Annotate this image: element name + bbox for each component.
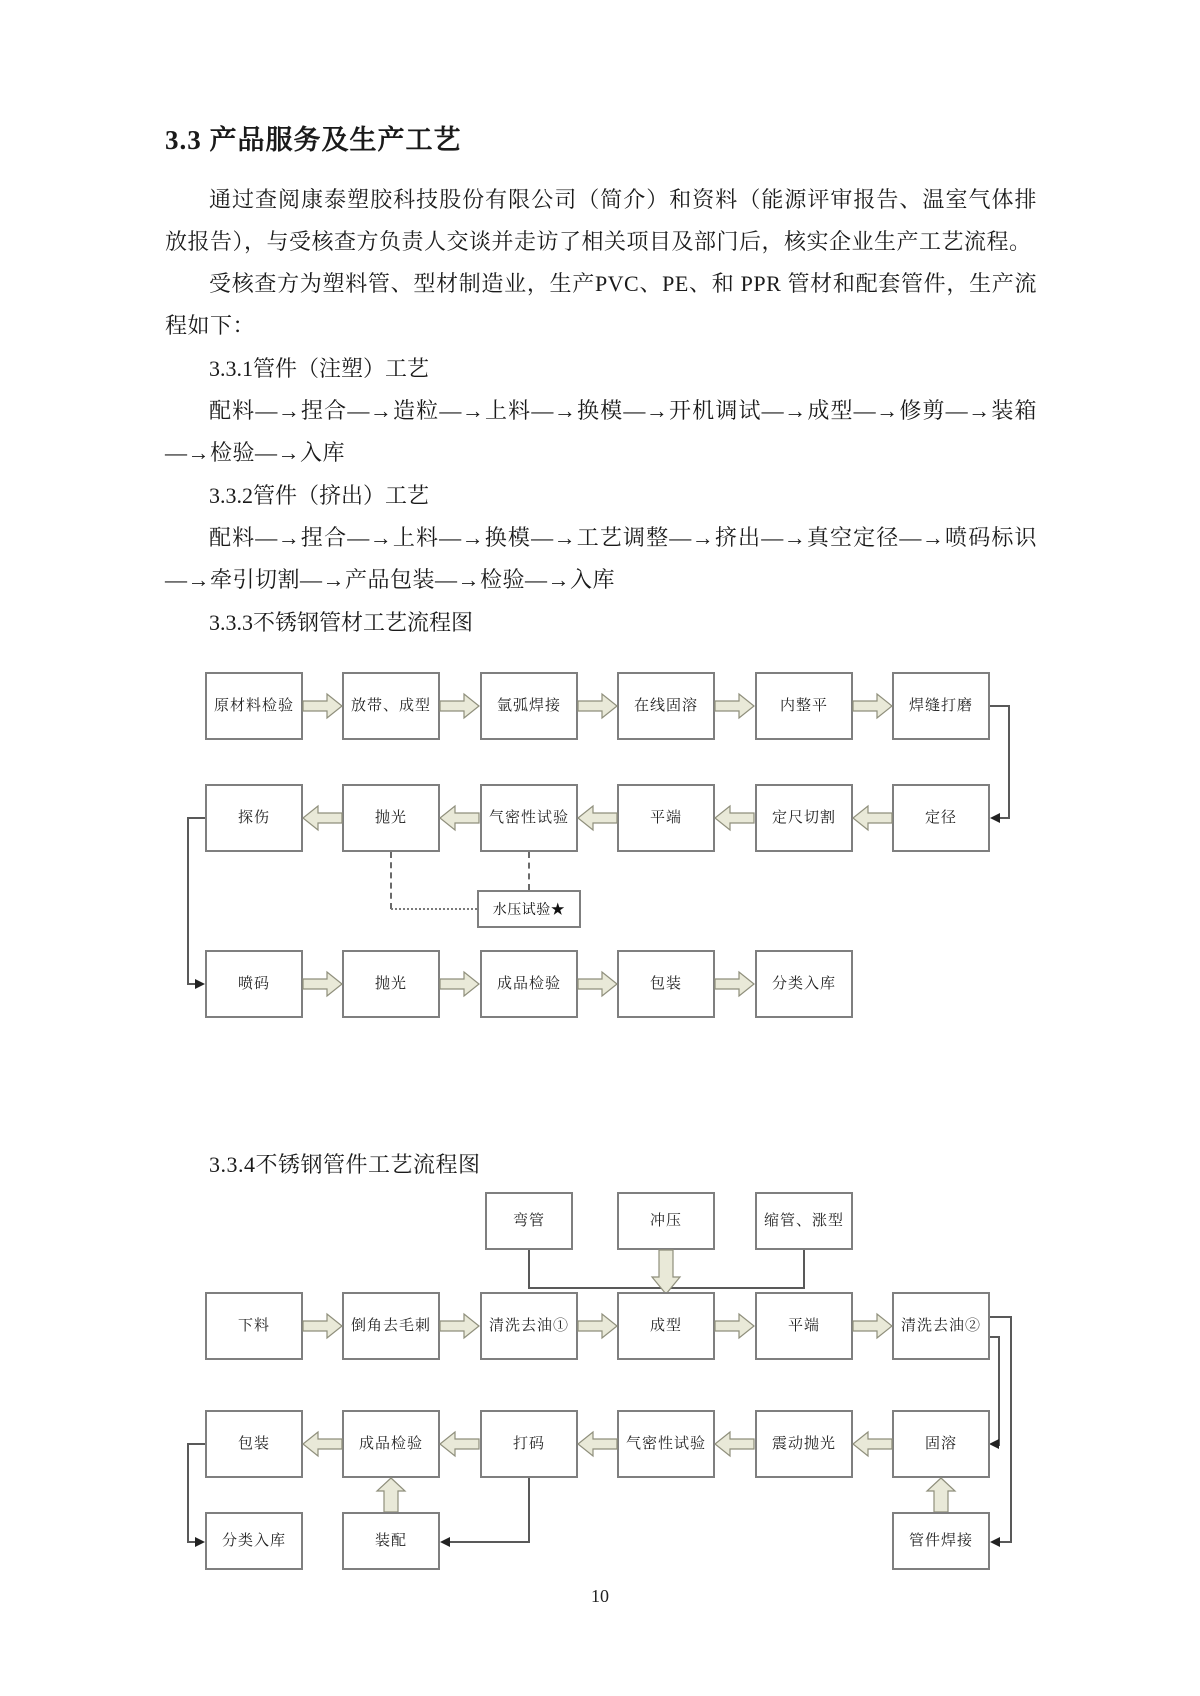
process-box: [205, 784, 303, 852]
connector-line: [998, 1336, 1000, 1446]
connector-arrowhead: [989, 1439, 999, 1449]
flowchart-stainless-fitting: [185, 1192, 1015, 1574]
subsection-331-flow: 配料—→捏合—→造粒—→上料—→换模—→开机调试—→成型—→修剪—→装箱—→检验—→入库: [165, 398, 1037, 465]
connector-arrowhead: [990, 1537, 1000, 1547]
process-box-label: 原材料检验: [213, 698, 294, 714]
block-arrow-right-icon: [302, 969, 343, 999]
connector-arrowhead: [195, 1537, 205, 1547]
process-box-label: 包装: [237, 1436, 270, 1452]
process-box-label: 固溶: [924, 1436, 957, 1452]
block-arrow-right-icon: [714, 691, 755, 721]
block-arrow-left-icon: [302, 1429, 343, 1459]
process-box: [755, 672, 853, 740]
connector-line: [998, 1541, 1012, 1543]
block-arrow-left-icon: [302, 803, 343, 833]
subsection-332-flow: 配料—→捏合—→上料—→换模—→工艺调整—→挤出—→真空定径—→喷码标识—→牵引切割—→产品包装—→检验—→入库: [165, 525, 1037, 592]
process-box-label: 在线固溶: [633, 698, 698, 714]
connector-arrowhead: [990, 813, 1000, 823]
page-number: 10: [591, 1586, 609, 1606]
dashed-line: [390, 852, 392, 909]
process-box-label: 弯管: [512, 1213, 545, 1229]
process-box: [892, 672, 990, 740]
subsection-332-title: 3.3.2管件（挤出）工艺: [209, 483, 430, 508]
block-arrow-right-icon: [852, 691, 893, 721]
block-arrow-right-icon: [577, 969, 618, 999]
process-box-label: 装配: [374, 1533, 407, 1549]
connector-line: [187, 1443, 189, 1543]
process-box-label: 放带、成型: [350, 698, 431, 714]
process-box: [205, 950, 303, 1018]
process-box: [755, 1410, 853, 1478]
process-box-label: 探伤: [237, 810, 270, 826]
hydro-test-label: 水压试验★: [492, 903, 566, 918]
connector-line: [187, 817, 205, 819]
process-box: [205, 1410, 303, 1478]
dashed-line: [528, 852, 530, 890]
connector-line: [528, 1250, 530, 1288]
process-box: [617, 672, 715, 740]
process-box-label: 包装: [649, 976, 682, 992]
process-box: [480, 950, 578, 1018]
process-box-label: 打码: [512, 1436, 545, 1452]
process-box-label: 清洗去油①: [488, 1318, 569, 1334]
process-box-label: 缩管、涨型: [763, 1213, 844, 1229]
process-box-label: 分类入库: [771, 976, 836, 992]
subsection-334-title: 3.3.4不锈钢管件工艺流程图: [209, 1152, 481, 1177]
hydro-test-box: [477, 890, 581, 928]
block-arrow-right-icon: [302, 1311, 343, 1341]
process-box-label: 喷码: [237, 976, 270, 992]
block-arrow-left-icon: [577, 803, 618, 833]
process-box-label: 气密性试验: [625, 1436, 706, 1452]
process-box: [755, 784, 853, 852]
process-box: [342, 1410, 440, 1478]
process-box: [892, 1410, 990, 1478]
process-box: [342, 784, 440, 852]
process-box-label: 定径: [924, 810, 957, 826]
process-box: [205, 1292, 303, 1360]
block-arrow-left-icon: [439, 1429, 480, 1459]
process-box: [617, 1410, 715, 1478]
subsection-333-title: 3.3.3不锈钢管材工艺流程图: [209, 610, 474, 635]
process-box: [342, 1292, 440, 1360]
block-arrow-left-icon: [714, 803, 755, 833]
flowchart-stainless-pipe: [185, 672, 1015, 1024]
process-box-label: 下料: [237, 1318, 270, 1334]
process-box: [617, 784, 715, 852]
process-box-label: 分类入库: [221, 1533, 286, 1549]
block-arrow-right-icon: [302, 691, 343, 721]
process-box-label: 清洗去油②: [900, 1318, 981, 1334]
process-box: [342, 1512, 440, 1570]
paragraph-scope: 受核查方为塑料管、型材制造业，生产PVC、PE、和 PPR 管材和配套管件，生产流程如下：: [165, 271, 1037, 338]
connector-line: [528, 1478, 530, 1543]
connector-line: [803, 1250, 805, 1288]
connector-line: [187, 1443, 205, 1445]
process-box: [480, 1410, 578, 1478]
block-arrow-left-icon: [439, 803, 480, 833]
dotted-line: [391, 908, 477, 910]
connector-arrowhead: [195, 979, 205, 989]
connector-arrowhead: [440, 1537, 450, 1547]
block-arrow-left-icon: [852, 1429, 893, 1459]
block-arrow-right-icon: [577, 1311, 618, 1341]
subsection-331-title: 3.3.1管件（注塑）工艺: [209, 356, 430, 381]
process-box: [205, 672, 303, 740]
process-box: [342, 672, 440, 740]
process-box: [755, 1292, 853, 1360]
connector-line: [187, 817, 189, 985]
process-box: [755, 950, 853, 1018]
process-box: [755, 1192, 853, 1250]
process-box: [892, 1512, 990, 1570]
text-block: [165, 118, 1037, 644]
connector-line: [1008, 705, 1010, 819]
process-box: [480, 784, 578, 852]
process-box-label: 氩弧焊接: [496, 698, 561, 714]
block-arrow-left-icon: [577, 1429, 618, 1459]
section-heading: 3.3 产品服务及生产工艺: [165, 125, 462, 155]
process-box-label: 气密性试验: [488, 810, 569, 826]
process-box-label: 抛光: [374, 810, 407, 826]
connector-line: [448, 1541, 530, 1543]
process-box-label: 平端: [649, 810, 682, 826]
process-box-label: 震动抛光: [771, 1436, 836, 1452]
process-box: [617, 1192, 715, 1250]
process-box-label: 倒角去毛刺: [350, 1318, 431, 1334]
process-box-label: 管件焊接: [908, 1533, 973, 1549]
block-arrow-right-icon: [439, 969, 480, 999]
process-box: [617, 1292, 715, 1360]
block-arrow-left-icon: [714, 1429, 755, 1459]
block-arrow-right-icon: [714, 1311, 755, 1341]
block-arrow-right-icon: [439, 1311, 480, 1341]
process-box: [342, 950, 440, 1018]
block-arrow-left-icon: [852, 803, 893, 833]
block-arrow-up-icon: [924, 1477, 958, 1513]
process-box: [892, 784, 990, 852]
block-arrow-up-icon: [374, 1477, 408, 1513]
process-box: [892, 1292, 990, 1360]
connector-line: [1010, 1316, 1012, 1543]
block-arrow-right-icon: [577, 691, 618, 721]
process-box: [480, 672, 578, 740]
process-box-label: 定尺切割: [771, 810, 836, 826]
block-arrow-down-icon: [649, 1249, 683, 1295]
process-box-label: 抛光: [374, 976, 407, 992]
process-box-label: 成品检验: [496, 976, 561, 992]
block-arrow-right-icon: [439, 691, 480, 721]
process-box-label: 内整平: [779, 698, 828, 714]
connector-line: [990, 705, 1010, 707]
process-box-label: 焊缝打磨: [908, 698, 973, 714]
block-arrow-right-icon: [714, 969, 755, 999]
process-box: [617, 950, 715, 1018]
process-box-label: 冲压: [649, 1213, 682, 1229]
process-box-label: 成品检验: [358, 1436, 423, 1452]
connector-line: [990, 1316, 1012, 1318]
process-box-label: 成型: [649, 1318, 682, 1334]
process-box: [485, 1192, 573, 1250]
process-box-label: 平端: [787, 1318, 820, 1334]
process-box: [480, 1292, 578, 1360]
process-box: [205, 1512, 303, 1570]
block-arrow-right-icon: [852, 1311, 893, 1341]
paragraph-intro: 通过查阅康泰塑胶科技股份有限公司（简介）和资料（能源评审报告、温室气体排放报告），与受核查方负责人交谈并走访了相关项目及部门后，核实企业生产工艺流程。: [165, 187, 1037, 254]
